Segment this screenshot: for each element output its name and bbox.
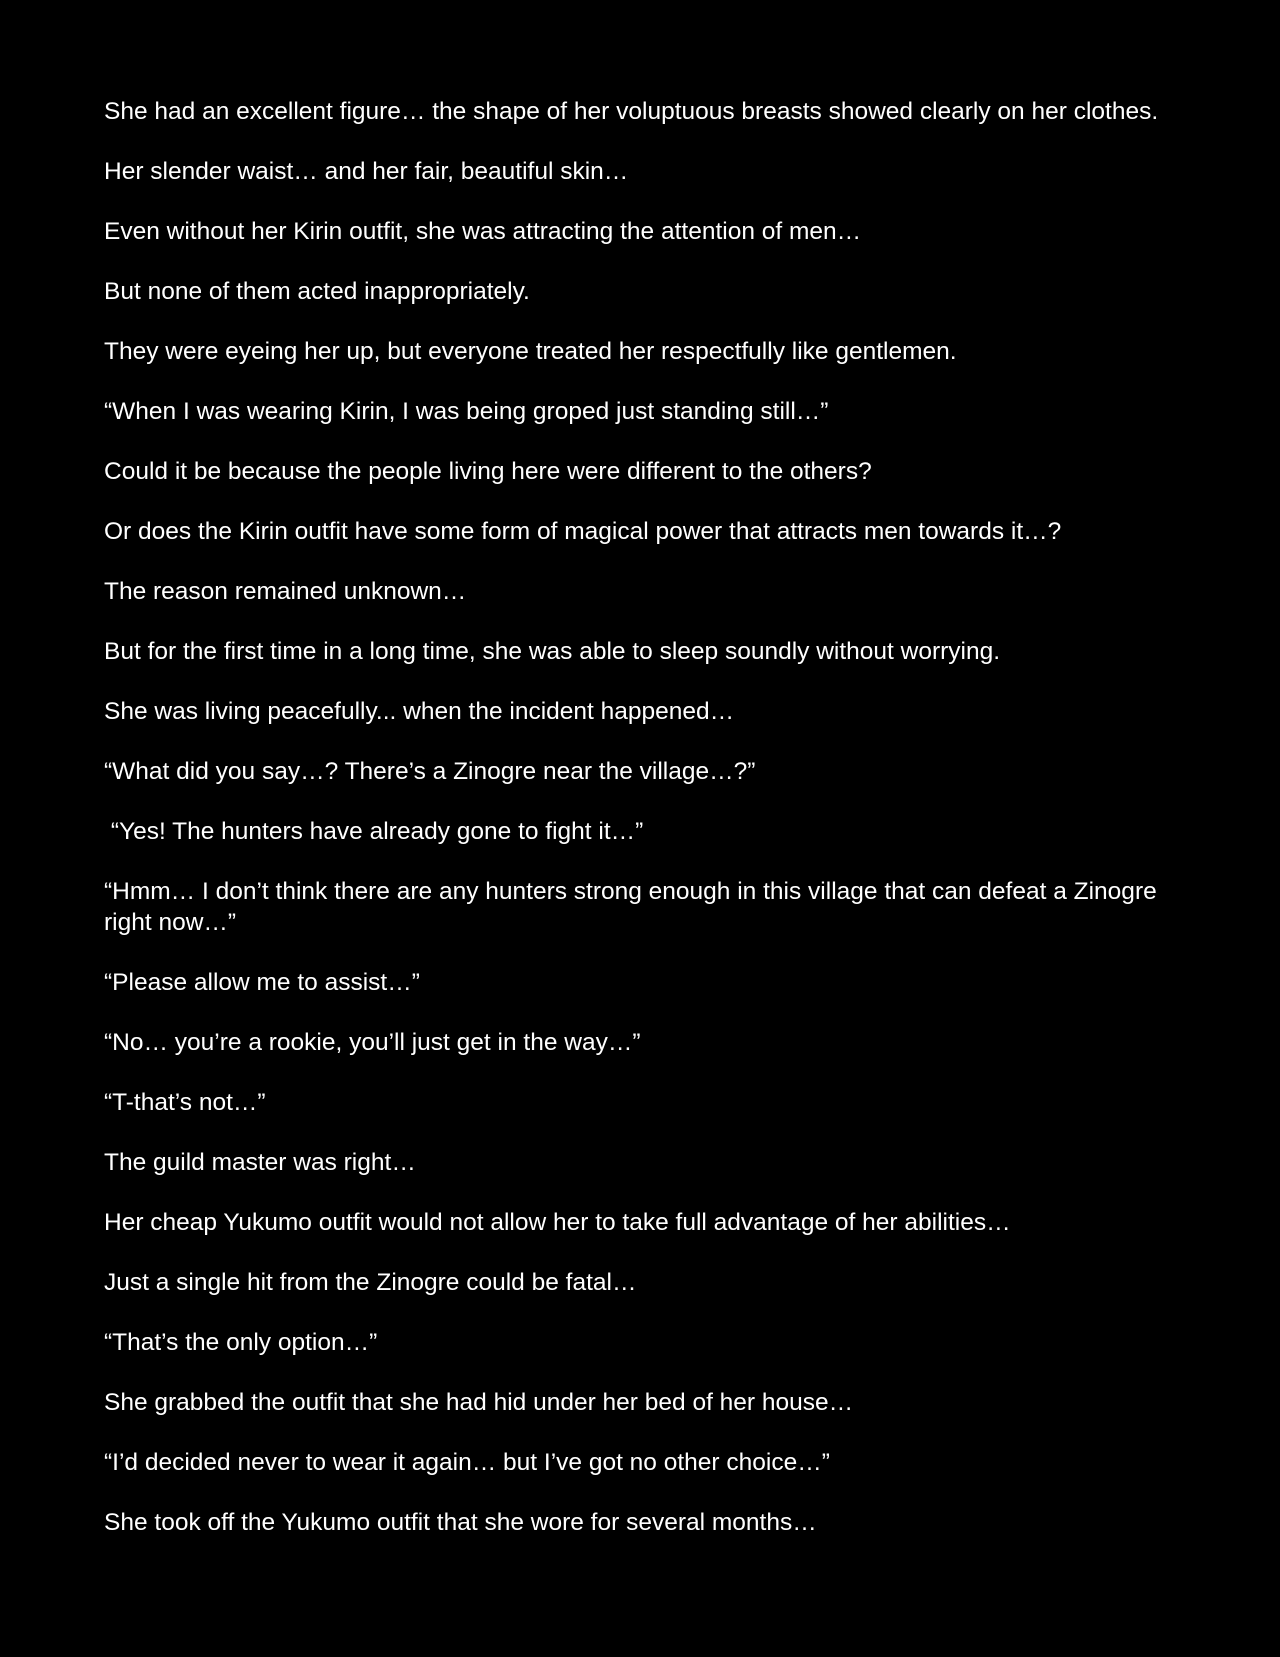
text-line: “Yes! The hunters have already gone to fight it…” [104, 818, 644, 845]
text-line: She took off the Yukumo outfit that she wore for several months… [104, 1509, 817, 1536]
text-line: The reason remained unknown… [104, 578, 467, 605]
text-line: Her slender waist… and her fair, beautiful skin… [104, 158, 629, 185]
text-line: “That’s the only option…” [104, 1329, 378, 1356]
text-line: She grabbed the outfit that she had hid under her bed of her house… [104, 1389, 854, 1416]
text-line: Even without her Kirin outfit, she was attracting the attention of men… [104, 218, 862, 245]
text-line: “I’d decided never to wear it again… but I’ve got no other choice…” [104, 1449, 830, 1476]
text-line: Could it be because the people living here were different to the others? [104, 458, 872, 485]
text-line: She was living peacefully... when the incident happened… [104, 698, 735, 725]
text-line: Or does the Kirin outfit have some form of magical power that attracts men towards it…? [104, 518, 1062, 545]
text-line: They were eyeing her up, but everyone treated her respectfully like gentlemen. [104, 338, 957, 365]
text-line: The guild master was right… [104, 1149, 416, 1176]
text-line: Her cheap Yukumo outfit would not allow her to take full advantage of her abilities… [104, 1209, 1011, 1236]
text-line: “No… you’re a rookie, you’ll just get in the way…” [104, 1029, 641, 1056]
text-line: “Hmm… I don’t think there are any hunters strong enough in this village that can defeat a Zinogre right now…” [104, 878, 1164, 936]
text-body [104, 96, 1184, 1567]
text-line: “Please allow me to assist…” [104, 969, 420, 996]
text-line: “T-that’s not…” [104, 1089, 266, 1116]
text-line: Just a single hit from the Zinogre could be fatal… [104, 1269, 637, 1296]
text-line: “When I was wearing Kirin, I was being groped just standing still…” [104, 398, 829, 425]
text-line: But none of them acted inappropriately. [104, 278, 530, 305]
text-line: She had an excellent figure… the shape of her voluptuous breasts showed clearly on her clothes. [104, 98, 1159, 125]
text-line: “What did you say…? There’s a Zinogre near the village…?” [104, 758, 756, 785]
text-line: But for the first time in a long time, she was able to sleep soundly without worrying. [104, 638, 1001, 665]
